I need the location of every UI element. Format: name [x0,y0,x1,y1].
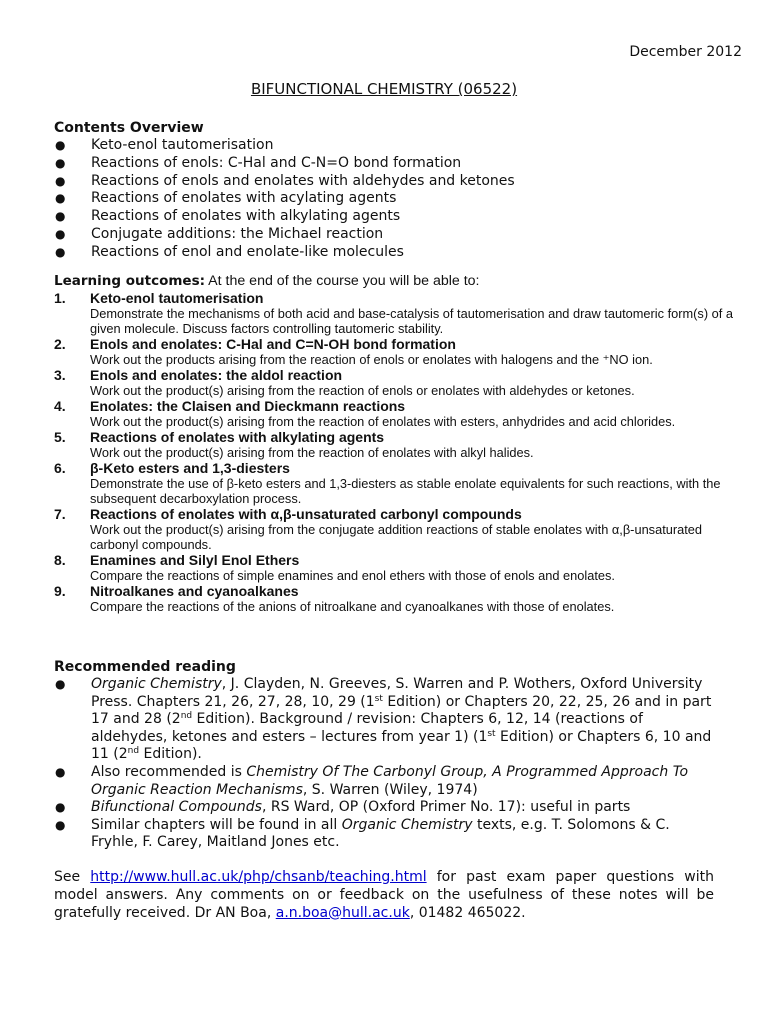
outcomes-list [54,290,734,614]
bullet-icon: ● [55,677,66,691]
contents-overview [54,119,744,262]
list-item: ● Also recommended is Chemistry Of The Carbonyl Group, A Programmed Approach To Organic Reaction Mechanisms, S. Warren (Wiley, 1974) [55,763,689,798]
reading-list [54,676,718,852]
document-title: BIFUNCTIONAL CHEMISTRY (06522) [250,80,518,98]
bullet-icon: ● [55,764,66,779]
recommended-reading [54,658,718,852]
reading-heading: Recommended reading [54,659,236,675]
contents-heading: Contents Overview [54,120,204,136]
list-item: ● Reactions of enolates with alkylating agents [55,208,401,225]
outcome-item: 5. Reactions of enolates with alkylating agents Work out the product(s) arising from the reaction of enolates with alkyl halides. [54,429,534,460]
outcome-item: 7. Reactions of enolates with α,β-unsaturated carbonyl compounds Work out the product(s) arising from the conjugate addition reactions of stable enolates with α,β-unsaturated carbonyl compounds. [54,506,703,552]
list-item: ● Reactions of enolates with acylating agents [55,190,397,207]
email-link[interactable]: a.n.boa@hull.ac.uk [275,904,410,921]
list-item: ● Organic Chemistry, J. Clayden, N. Greeves, S. Warren and P. Wothers, Oxford University Press. Chapters 21, 26, 27, 28, 10, 29 (1st Edition) or Chapters 20, 22, 25, 26 and in part 17 and 28 (2nd Edition). Background / revision: Chapters 6, 12, 14 (reactions of aldehydes, ketones and esters – lectures from year 1) (1st Edition) or Chapters 6, 10 and 11 (2nd Edition). [55,676,712,763]
teaching-page-link[interactable]: http://www.hull.ac.uk/php/chsanb/teaching.html [90,869,427,885]
bullet-icon: ● [55,138,66,152]
bullet-icon: ● [55,173,66,188]
list-item: ● Reactions of enol and enolate-like molecules [55,243,404,260]
bullet-icon: ● [55,155,66,170]
list-item: ● Conjugate additions: the Michael reaction [55,225,384,242]
outcome-item: 8. Enamines and Silyl Enol Ethers Compare the reactions of simple enamines and enol ethers with those of enols and enolates. [54,552,615,583]
outcomes-intro: Learning outcomes: At the end of the course you will be able to: [54,273,480,289]
bullet-icon: ● [55,244,66,259]
contents-list [54,137,744,262]
bullet-icon: ● [55,209,66,224]
learning-outcomes [54,273,734,614]
list-item: ● Reactions of enols: C-Hal and C-N=O bond formation [55,154,462,171]
bullet-icon: ● [55,800,66,815]
list-item: ● Similar chapters will be found in all Organic Chemistry texts, e.g. T. Solomons & C. Fryhle, F. Carey, Maitland Jones etc. [55,816,670,851]
document-date: December 2012 [629,44,742,60]
outcome-item: 9. Nitroalkanes and cyanoalkanes Compare the reactions of the anions of nitroalkane and cyanoalkanes with those of enolates. [54,583,615,614]
outcome-item: 3. Enols and enolates: the aldol reaction Work out the product(s) arising from the reaction of enols or enolates with aldehydes or ketones. [54,367,635,398]
outcome-item: 4. Enolates: the Claisen and Dieckmann reactions Work out the product(s) arising from the reaction of enolates with esters, anhydrides and acid chlorides. [54,398,676,429]
bullet-icon: ● [55,226,66,241]
outcome-item: 2. Enols and enolates: C-Hal and C=N-OH bond formation Work out the products arising from the reaction of enols or enolates with halogens and the ⁺NO ion. [54,336,653,367]
list-item: ● Reactions of enols and enolates with aldehydes and ketones [55,172,515,189]
outcome-item: 6. β-Keto esters and 1,3-diesters Demonstrate the use of β-keto esters and 1,3-diesters as stable enolate equivalents for such reactions, with the subsequent decarboxylation process. [54,460,721,506]
footer-note: See http://www.hull.ac.uk/php/chsanb/teaching.html for past exam paper questions with model answers. Any comments on or feedback on the usefulness of these notes will be gratefully received. Dr AN Boa, a.n.boa@hull.ac.uk, 01482 465022. [54,869,714,921]
bullet-icon: ● [55,817,66,832]
outcome-item: 1. Keto-enol tautomerisation Demonstrate the mechanisms of both acid and base-catalysis of tautomerisation and draw tautomeric form(s) of a given molecule. Discuss factors controlling tautomeric stability. [54,290,733,336]
list-item: ● Keto-enol tautomerisation [55,137,274,153]
bullet-icon: ● [55,191,66,206]
list-item: ● Bifunctional Compounds, RS Ward, OP (Oxford Primer No. 17): useful in parts [55,799,631,816]
